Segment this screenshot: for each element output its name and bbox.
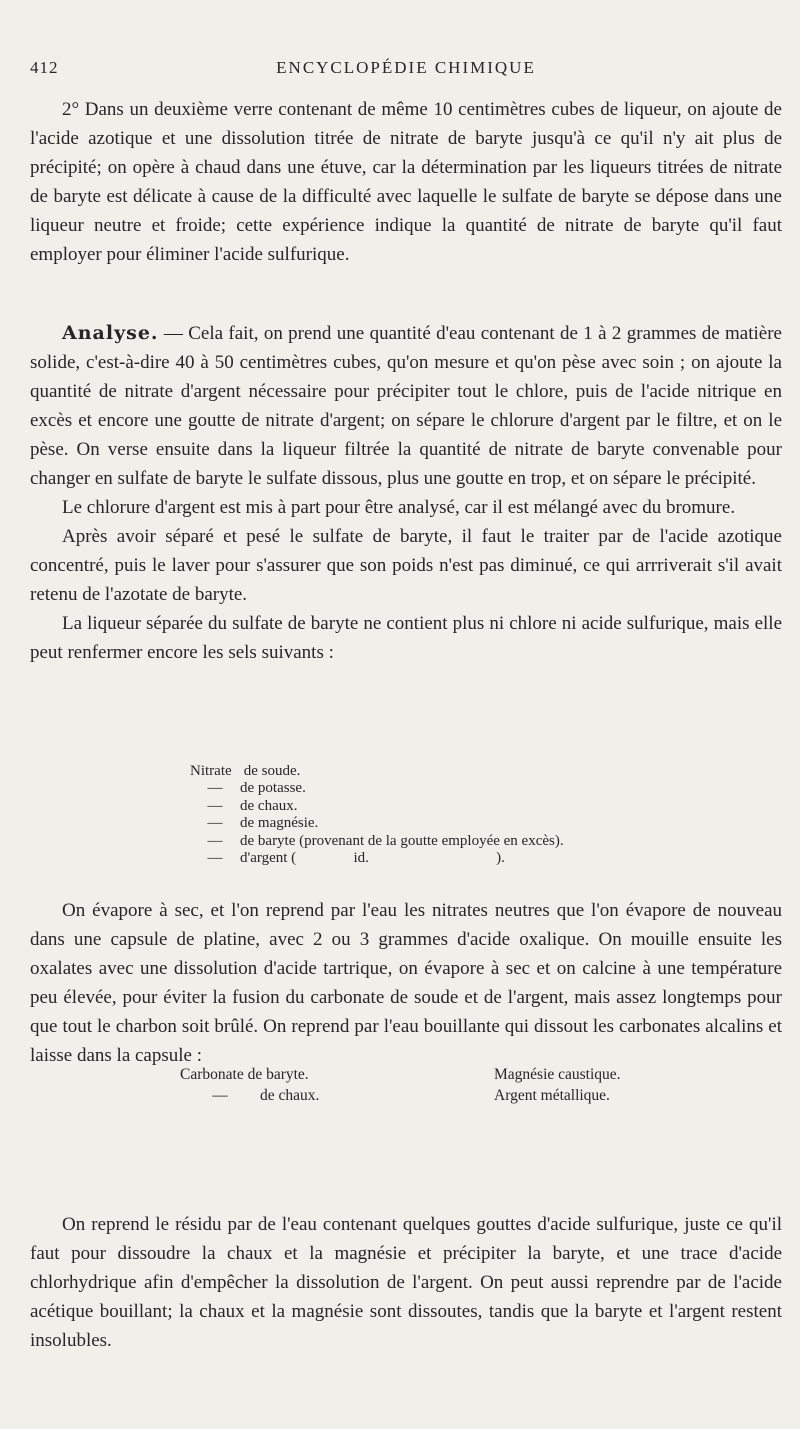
paragraph-nitrate-test <box>30 95 782 269</box>
page-header <box>30 58 782 82</box>
paragraph-residue <box>30 1210 782 1355</box>
running-title: ENCYCLOPÉDIE CHIMIQUE <box>276 58 536 77</box>
paragraph-evaporation <box>30 896 782 1070</box>
list-item: Argent métallique. <box>494 1087 610 1104</box>
paragraph-chlorure: Le chlorure d'argent est mis à part pour être analysé, car il est mélangé avec du bromure. <box>62 497 736 518</box>
paragraph-analyse <box>30 319 782 493</box>
paragraph-text: 2° Dans un deuxième verre contenant de même 10 centimètres cubes de liqueur, on ajoute de l'acide azotique et une dissolution titrée de nitrate de baryte jusqu'à ce qu'il n'y ait plus de précipité; on opère à chaud dans une étuve, car la détermination par les liqueurs titrées de nitrate de baryte est délicate à cause de la difficulté avec laquelle le sulfate de baryte se dépose dans une liqueur neutre et froide; cette expérience indique la quantité de nitrate de baryte qu'il faut employer pour éliminer l'acide sulfurique. <box>30 99 782 265</box>
paragraph-text: — Cela fait, on prend une quantité d'eau contenant de 1 à 2 grammes de matière solide, c'est-à-dire 40 à 50 centimètres cubes, qu'on mesure et qu'on pèse avec soin ; on ajoute la quantité de nitrate d'argent nécessaire pour précipiter tout le chlore, puis de l'acide nitrique en excès et encore une goutte de nitrate d'argent; on sépare le chlorure d'argent par le filtre, et on le pèse. On verse ensuite dans la liqueur filtrée la quantité de nitrate de baryte convenable pour changer en sulfate de baryte le sulfate dissous, plus une goutte en trop, et on sépare le précipité. <box>30 323 782 489</box>
paragraph-sulfate: Après avoir séparé et pesé le sulfate de baryte, il faut le traiter par de l'acide azotique concentré, puis le laver pour s'assurer que son poids n'est pas diminué, ce qui arrriverait s'il avait retenu de l'azotate de baryte. <box>30 526 782 605</box>
list-item: Nitrate de soude. <box>190 763 301 779</box>
residue-list-right <box>494 1064 621 1106</box>
list-item: — de baryte (provenant de la goutte employée en excès). <box>207 832 564 849</box>
list-item: — de chaux. <box>207 797 298 814</box>
list-item: — de chaux. <box>212 1087 320 1104</box>
list-item: Carbonate de baryte. <box>180 1066 309 1083</box>
residue-list-left <box>180 1064 319 1106</box>
list-item: Magnésie caustique. <box>494 1066 621 1083</box>
list-item: — de potasse. <box>207 780 306 797</box>
section-heading-analyse: Analyse. <box>62 322 159 344</box>
list-item: — d'argent ( id. ). <box>207 849 505 866</box>
page-number: 412 <box>30 58 59 77</box>
analyse-section <box>30 319 782 667</box>
salts-list <box>190 763 564 867</box>
list-item: — de magnésie. <box>207 815 319 832</box>
paragraph-text: On reprend le résidu par de l'eau contenant quelques gouttes d'acide sulfurique, juste ce qu'il faut pour dissoudre la chaux et la magnésie et précipiter la baryte, et une trace d'acide chlorhydrique afin d'empêcher la dissolution de l'argent. On peut aussi reprendre par de l'acide acétique bouillant; la chaux et la magnésie sont dissoutes, tandis que la baryte et l'argent restent insolubles. <box>30 1214 782 1351</box>
paragraph-text: On évapore à sec, et l'on reprend par l'eau les nitrates neutres que l'on évapore de nouveau dans une capsule de platine, avec 2 ou 3 grammes d'acide oxalique. On mouille ensuite les oxalates avec une dissolution d'acide tartrique, on évapore à sec et on calcine à une température peu élevée, pour éviter la fusion du carbonate de soude et de l'argent, mais assez longtemps pour que tout le charbon soit brûlé. On reprend par l'eau bouillante qui dissout les carbonates alcalins et laisse dans la capsule : <box>30 900 782 1066</box>
paragraph-liqueur: La liqueur séparée du sulfate de baryte ne contient plus ni chlore ni acide sulfurique, mais elle peut renfermer encore les sels suivants : <box>30 613 782 663</box>
